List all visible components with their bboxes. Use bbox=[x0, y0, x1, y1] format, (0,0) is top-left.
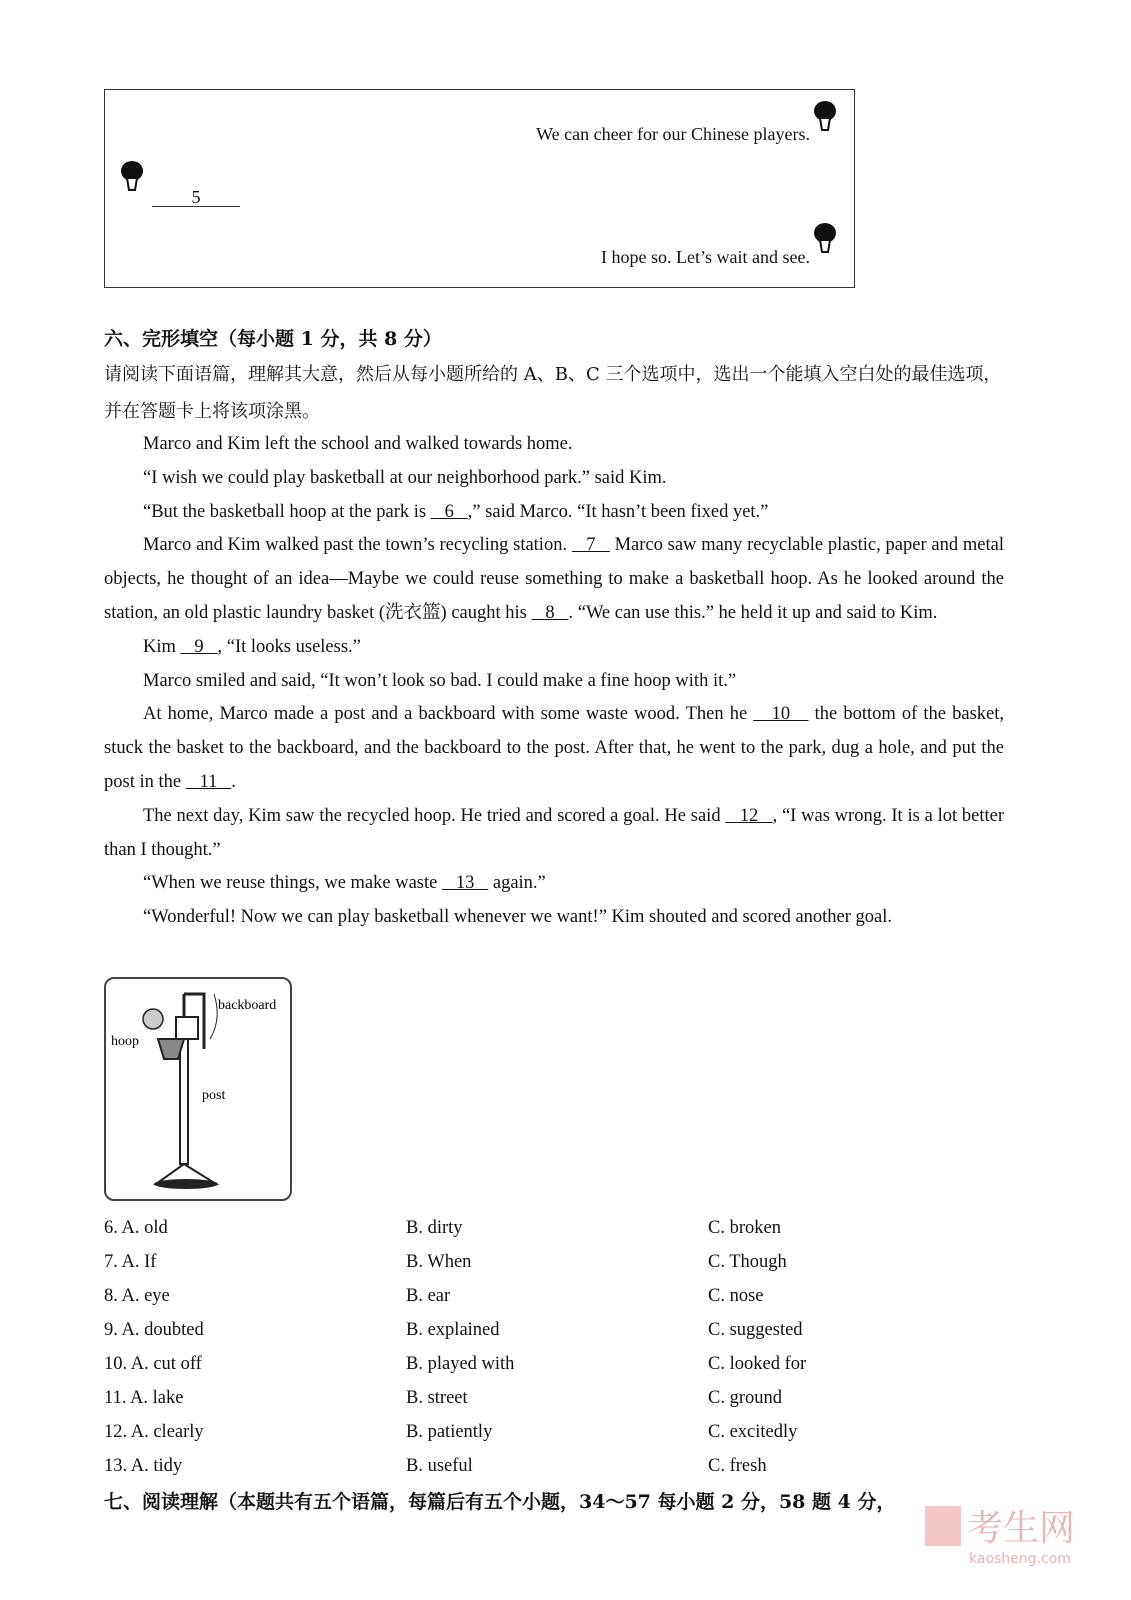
option-c: C. broken bbox=[708, 1218, 781, 1239]
dialogue-line-3: I hope so. Let’s wait and see. bbox=[601, 247, 810, 267]
blank-7: 7 bbox=[571, 535, 610, 556]
option-b: B. dirty bbox=[406, 1218, 463, 1239]
passage-paragraph bbox=[104, 901, 1004, 935]
watermark-name: 考生网 bbox=[967, 1508, 1076, 1549]
option-b: B. patiently bbox=[406, 1421, 493, 1442]
passage-text: Marco saw many recyclable plastic, paper and metal objects, he thought of an idea—Maybe we could reuse something to make a basketball hoop. As he looked around the station, an old plastic laundry basket (洗衣篮) caught his bbox=[104, 535, 1004, 623]
watermark-url: kaosheng.com bbox=[969, 1551, 1071, 1567]
passage-paragraph bbox=[104, 496, 1004, 530]
passage-text: Marco and Kim walked past the town’s recycling station. bbox=[143, 535, 572, 556]
blank-10: 10 bbox=[753, 704, 809, 725]
option-row bbox=[104, 1314, 806, 1348]
option-row bbox=[104, 1449, 806, 1483]
cartoon-face-icon bbox=[812, 100, 838, 132]
passage-paragraph bbox=[104, 800, 1004, 868]
cartoon-face-icon bbox=[812, 222, 838, 254]
option-a: 13. A. tidy bbox=[104, 1455, 183, 1476]
passage-text: . “We can use this.” he held it up and said to Kim. bbox=[568, 602, 938, 623]
passage-text: . bbox=[231, 771, 236, 792]
option-c: C. nose bbox=[708, 1286, 764, 1307]
passage-text: , “It looks useless.” bbox=[217, 636, 361, 657]
blank-12: 12 bbox=[725, 805, 773, 826]
option-b: B. played with bbox=[406, 1354, 515, 1374]
passage-text: “When we reuse things, we make waste bbox=[143, 873, 442, 894]
passage-text: “Wonderful! Now we can play basketball whenever we want!” Kim shouted and scored another goal. bbox=[143, 907, 893, 928]
passage-paragraph bbox=[104, 462, 1004, 496]
answer-options bbox=[104, 1212, 806, 1483]
passage-text: the bottom of the basket, stuck the basket to the backboard, and the backboard to the post. After that, he went to the park, dug a hole, and put the post in the bbox=[104, 704, 1005, 792]
option-row bbox=[104, 1348, 806, 1382]
passage-text: The next day, Kim saw the recycled hoop. He tried and scored a goal. He said bbox=[143, 805, 726, 826]
option-a: 7. A. If bbox=[104, 1252, 157, 1273]
option-c: C. excitedly bbox=[708, 1421, 798, 1442]
passage-text: again.” bbox=[488, 873, 546, 894]
option-c: C. fresh bbox=[708, 1455, 767, 1476]
passage-text: Marco and Kim left the school and walked towards home. bbox=[143, 434, 573, 454]
passage-paragraph bbox=[104, 529, 1004, 630]
blank-8: 8 bbox=[531, 602, 569, 623]
passage-text: ,” said Marco. “It hasn’t been fixed yet.” bbox=[467, 501, 769, 522]
passage-paragraph bbox=[104, 428, 1004, 462]
section-6-heading: 六、完形填空（每小题 1 分，共 8 分） bbox=[104, 328, 442, 350]
passage-paragraph bbox=[104, 631, 1004, 665]
option-a: 10. A. cut off bbox=[104, 1354, 202, 1374]
passage-paragraph bbox=[104, 665, 1004, 699]
passage-text: Kim bbox=[143, 636, 181, 657]
passage-text: Marco smiled and said, “It won’t look so bad. I could make a fine hoop with it.” bbox=[143, 670, 737, 691]
option-b: B. explained bbox=[406, 1320, 500, 1341]
option-b: B. useful bbox=[406, 1455, 473, 1476]
option-row bbox=[104, 1246, 806, 1280]
option-c: C. looked for bbox=[708, 1354, 807, 1374]
cartoon-face-icon bbox=[119, 160, 145, 192]
passage-text: “I wish we could play basketball at our neighborhood park.” said Kim. bbox=[143, 467, 667, 488]
passage-text: At home, Marco made a post and a backboard with some waste wood. Then he bbox=[143, 704, 754, 725]
option-b: B. street bbox=[406, 1387, 468, 1408]
passage-paragraph bbox=[104, 698, 1004, 799]
option-b: B. ear bbox=[406, 1286, 451, 1307]
option-c: C. suggested bbox=[708, 1320, 803, 1341]
option-row bbox=[104, 1381, 806, 1415]
option-row bbox=[104, 1280, 806, 1314]
blank-9: 9 bbox=[180, 636, 218, 657]
blank-5: 5 bbox=[152, 188, 240, 207]
passage-text: “But the basketball hoop at the park is bbox=[143, 501, 431, 522]
figure-label-backboard: backboard bbox=[218, 998, 277, 1013]
passage-text: , “I was wrong. It is a lot better than I thought.” bbox=[104, 805, 1004, 860]
option-a: 11. A. lake bbox=[104, 1387, 184, 1408]
option-c: C. Though bbox=[708, 1252, 787, 1273]
section-6-instructions: 请阅读下面语篇，理解其大意，然后从每小题所给的 A、B、C 三个选项中，选出一个能填入空白处的最佳选项，并在答题卡上将该项涂黑。 bbox=[104, 364, 1002, 422]
option-a: 9. A. doubted bbox=[104, 1320, 204, 1341]
basketball-hoop-figure bbox=[104, 977, 292, 1201]
blank-13: 13 bbox=[441, 873, 489, 894]
option-row bbox=[104, 1415, 806, 1449]
figure-label-post: post bbox=[202, 1088, 226, 1103]
option-row bbox=[104, 1212, 806, 1246]
option-c: C. ground bbox=[708, 1387, 782, 1408]
blank-11: 11 bbox=[185, 771, 232, 792]
watermark-logo bbox=[925, 1500, 1075, 1567]
figure-label-hoop: hoop bbox=[111, 1034, 139, 1049]
option-a: 12. A. clearly bbox=[104, 1421, 204, 1442]
option-b: B. When bbox=[406, 1252, 472, 1273]
option-a: 6. A. old bbox=[104, 1218, 168, 1239]
option-a: 8. A. eye bbox=[104, 1286, 170, 1307]
blank-6: 6 bbox=[430, 501, 468, 522]
watermark-icon bbox=[925, 1506, 961, 1546]
passage-paragraph bbox=[104, 867, 1004, 901]
cloze-passage bbox=[104, 428, 1004, 935]
section-7-heading: 七、阅读理解（本题共有五个语篇，每篇后有五个小题，34～57 每小题 2 分，58 题 4 分， bbox=[104, 1491, 896, 1513]
dialogue-box bbox=[104, 89, 855, 288]
dialogue-line-1: We can cheer for our Chinese players. bbox=[536, 124, 810, 144]
